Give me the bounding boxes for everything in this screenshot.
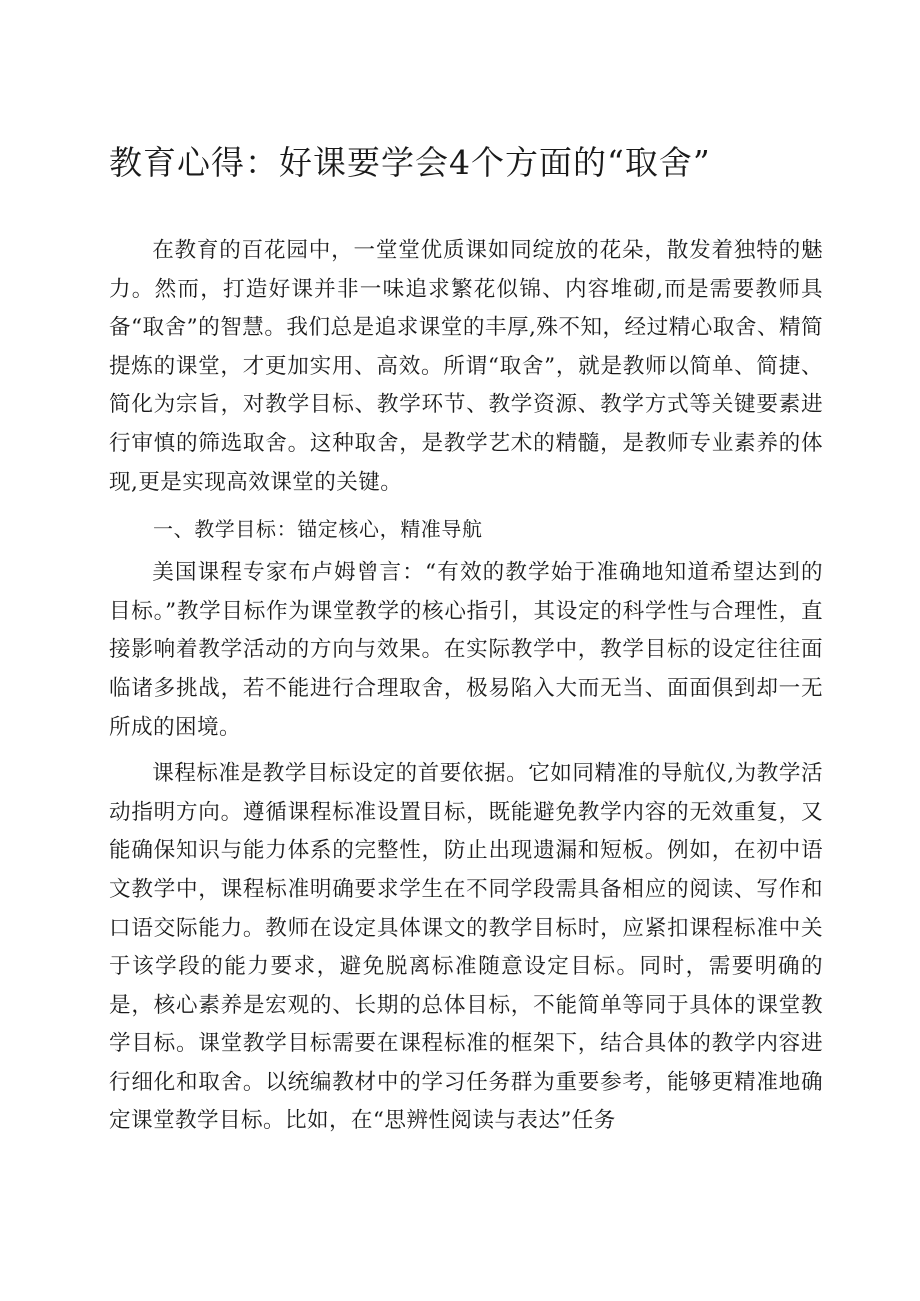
intro-paragraph: 在教育的百花园中，一堂堂优质课如同绽放的花朵，散发着独特的魅力。然而，打造好课并非一味追求繁花似锦、内容堆砌,而是需要教师具备“取舍”的智慧。我们总是追求课堂的丰厚,殊不知，经过精心取舍、精简提炼的课堂，才更加实用、高效。所谓“取舍”，就是教师以简单、简捷、简化为宗旨，对教学目标、教学环节、教学资源、教学方式等关键要素进行审慎的筛选取舍。这种取舍，是教学艺术的精髓，是教师专业素养的体现,更是实现高效课堂的关键。 <box>109 238 823 495</box>
section-heading: 一、教学目标：锚定核心，精准导航 <box>153 517 483 542</box>
section-paragraph-1: 美国课程专家布卢姆曾言：“有效的教学始于准确地知道希望达到的目标。”教学目标作为课堂教学的核心指引，其设定的科学性与合理性，直接影响着教学活动的方向与效果。在实际教学中，教学目标的设定往往面临诸多挑战，若不能进行合理取舍，极易陷入大而无当、面面俱到却一无所成的困境。 <box>109 560 823 740</box>
document-body <box>109 232 823 1149</box>
section-paragraph-2: 课程标准是教学目标设定的首要依据。它如同精准的导航仪,为教学活动指明方向。遵循课程标准设置目标，既能避免教学内容的无效重复，又能确保知识与能力体系的完整性，防止出现遗漏和短板。例如，在初中语文教学中，课程标准明确要求学生在不同学段需具备相应的阅读、写作和口语交际能力。教师在设定具体课文的教学目标时，应紧扣课程标准中关于该学段的能力要求，避免脱离标准随意设定目标。同时，需要明确的是，核心素养是宏观的、长期的总体目标，不能简单等同于具体的课堂教学目标。课堂教学目标需要在课程标准的框架下，结合具体的教学内容进行细化和取舍。以统编教材中的学习任务群为重要参考，能够更精准地确定课堂教学目标。比如，在“思辨性阅读与表达”任务 <box>109 761 823 1134</box>
document-title: 教育心得：好课要学会4个方面的“取舍” <box>109 143 711 182</box>
